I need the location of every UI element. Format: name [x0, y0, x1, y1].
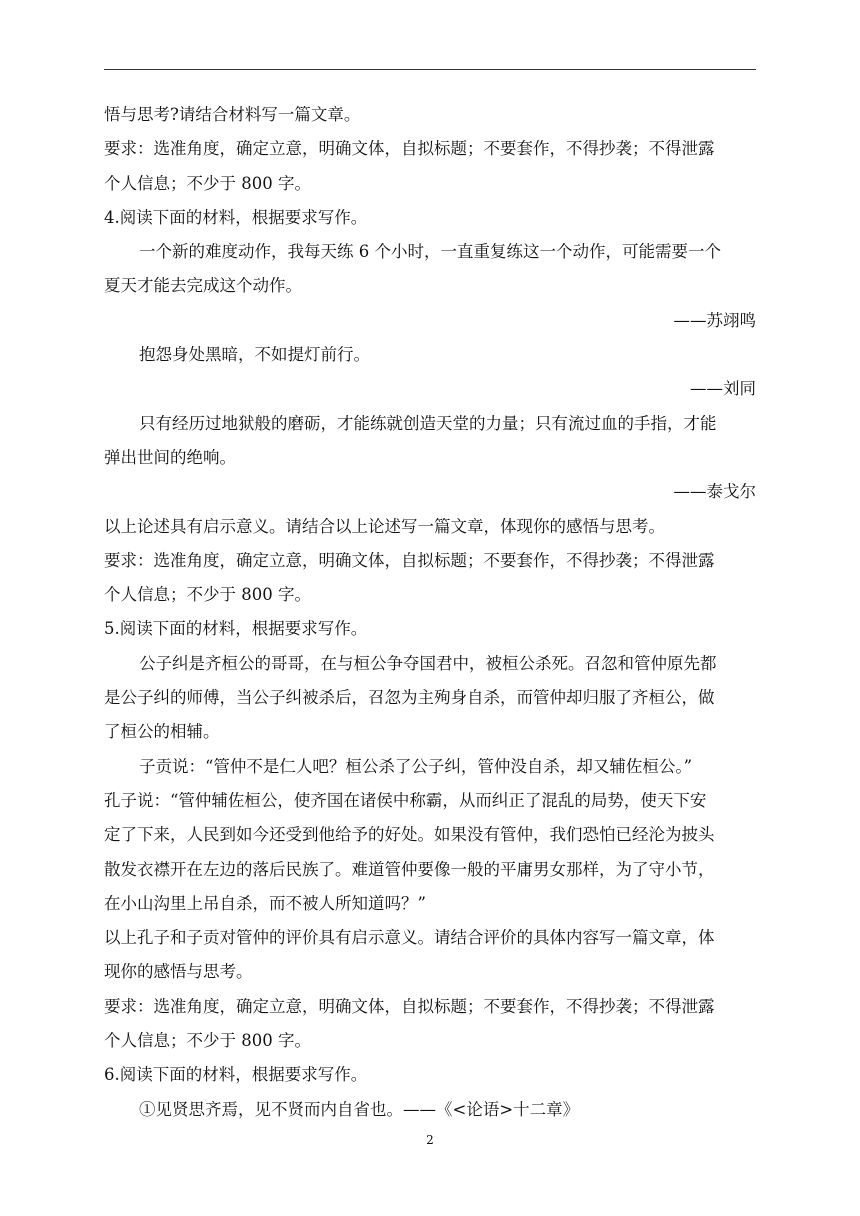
text-line: 抱怨身处黑暗，不如提灯前行。	[139, 345, 370, 365]
text-line: ①见贤思齐焉，见不贤而内自省也。——《<论语>十二章》	[139, 1099, 580, 1119]
quote-source: ——刘同	[690, 379, 756, 399]
text-line: 个人信息；不少于 800 字。	[104, 585, 311, 605]
quote-source: ——泰戈尔	[673, 482, 756, 502]
page-content	[104, 98, 756, 1127]
header-rule	[104, 69, 756, 70]
text-line: 孔子说：“管仲辅佐桓公，使齐国在诸侯中称霸，从而纠正了混乱的局势，使天下安	[104, 790, 707, 810]
text-line: 定了下来，人民到如今还受到他给予的好处。如果没有管仲，我们恐怕已经沦为披头	[104, 825, 715, 845]
text-line: 弹出世间的绝响。	[104, 447, 236, 467]
text-line: 6.阅读下面的材料，根据要求写作。	[104, 1065, 368, 1085]
text-line: 要求：选准角度，确定立意，明确文体，自拟标题；不要套作，不得抄袭；不得泄露	[104, 139, 715, 159]
text-line: 5.阅读下面的材料，根据要求写作。	[104, 619, 368, 639]
text-line: 了桓公的相辅。	[104, 722, 220, 742]
text-line: 散发衣襟开在左边的落后民族了。难道管仲要像一般的平庸男女那样，为了守小节，	[104, 859, 715, 879]
quote-source: ——苏翊鸣	[673, 310, 756, 330]
text-line: 要求：选准角度，确定立意，明确文体，自拟标题；不要套作，不得抄袭；不得泄露	[104, 550, 715, 570]
text-line: 现你的感悟与思考。	[104, 962, 253, 982]
text-line: 只有经历过地狱般的磨砺，才能练就创造天堂的力量；只有流过血的手指，才能	[139, 413, 717, 433]
text-line: 要求：选准角度，确定立意，明确文体，自拟标题；不要套作，不得抄袭；不得泄露	[104, 996, 715, 1016]
text-line: 4.阅读下面的材料，根据要求写作。	[104, 207, 368, 227]
text-line: 以上孔子和子贡对管仲的评价具有启示意义。请结合评价的具体内容写一篇文章，体	[104, 928, 715, 948]
page-number: 2	[426, 1133, 434, 1147]
text-line: 公子纠是齐桓公的哥哥，在与桓公争夺国君中，被桓公杀死。召忽和管仲原先都	[139, 653, 717, 673]
text-line: 一个新的难度动作，我每天练 6 个小时，一直重复练这一个动作，可能需要一个	[139, 242, 721, 262]
text-line: 个人信息；不少于 800 字。	[104, 173, 311, 193]
text-line: 个人信息；不少于 800 字。	[104, 1031, 311, 1051]
text-line: 子贡说：“管仲不是仁人吧？桓公杀了公子纠，管仲没自杀，却又辅佐桓公。”	[139, 756, 693, 776]
text-line: 在小山沟里上吊自杀，而不被人所知道吗？”	[104, 893, 426, 913]
text-line: 夏天才能去完成这个动作。	[104, 276, 302, 296]
text-line: 悟与思考?请结合材料写一篇文章。	[104, 105, 361, 124]
text-line: 以上论述具有启示意义。请结合以上论述写一篇文章，体现你的感悟与思考。	[104, 516, 665, 536]
text-line: 是公子纠的师傅，当公子纠被杀后，召忽为主殉身自杀，而管仲却归服了齐桓公，做	[104, 688, 715, 708]
